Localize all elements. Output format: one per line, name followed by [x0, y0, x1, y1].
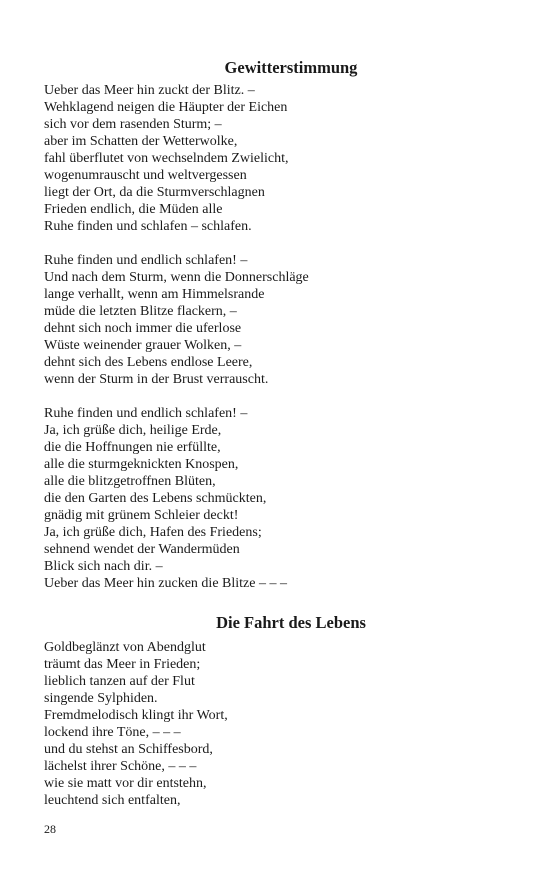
poem-1-stanza-1	[44, 82, 514, 235]
poem-line: lockend ihre Töne, – – –	[44, 725, 181, 740]
poem-line: sehnend wendet der Wandermüden	[44, 542, 240, 557]
poem-line: träumt das Meer in Frieden;	[44, 657, 201, 672]
poem-line: leuchtend sich entfalten,	[44, 793, 181, 808]
poem-line: Goldbeglänzt von Abendglut	[44, 640, 206, 655]
poem-line: Ruhe finden und endlich schlafen! –	[44, 406, 248, 421]
poem-line: müde die letzten Blitze flackern, –	[44, 304, 237, 319]
poem-line: liegt der Ort, da die Sturmverschlagnen	[44, 185, 265, 200]
poem-line: dehnt sich noch immer die uferlose	[44, 321, 242, 336]
poem-line: sich vor dem rasenden Sturm; –	[44, 117, 222, 132]
poem-line: Ueber das Meer hin zucken die Blitze – – –	[44, 576, 287, 591]
poem-line: die die Hoffnungen nie erfüllte,	[44, 440, 221, 455]
poem-line: Ueber das Meer hin zuckt der Blitz. –	[44, 83, 255, 98]
poem-line: Ja, ich grüße dich, Hafen des Friedens;	[44, 525, 262, 540]
poem-line: Ruhe finden und endlich schlafen! –	[44, 253, 248, 268]
poem-line: gnädig mit grünem Schleier deckt!	[44, 508, 239, 523]
poem-line: Ruhe finden und schlafen – schlafen.	[44, 219, 252, 234]
poem-line: Frieden endlich, die Müden alle	[44, 202, 223, 217]
poem-line: Wehklagend neigen die Häupter der Eichen	[44, 100, 288, 115]
poem-line: fahl überflutet von wechselndem Zwielicht,	[44, 151, 289, 166]
poem-line: aber im Schatten der Wetterwolke,	[44, 134, 238, 149]
poem-title-gewitterstimmung: Gewitterstimmung	[224, 58, 358, 77]
poem-1-stanza-2	[44, 252, 514, 388]
poem-line: alle die sturmgeknickten Knospen,	[44, 457, 239, 472]
poem-title-die-fahrt-des-lebens: Die Fahrt des Lebens	[216, 613, 366, 632]
poem-2-stanza-1	[44, 639, 514, 809]
poem-line: lieblich tanzen auf der Flut	[44, 674, 195, 689]
poem-line: lächelst ihrer Schöne, – – –	[44, 759, 197, 774]
poem-line: Wüste weinender grauer Wolken, –	[44, 338, 242, 353]
poem-line: singende Sylphiden.	[44, 691, 158, 706]
poem-line: Fremdmelodisch klingt ihr Wort,	[44, 708, 228, 723]
page-content	[44, 58, 514, 809]
poem-line: wenn der Sturm in der Brust verrauscht.	[44, 372, 269, 387]
poem-line: die den Garten des Lebens schmückten,	[44, 491, 267, 506]
poem-line: wogenumrauscht und weltvergessen	[44, 168, 247, 183]
poem-line: Und nach dem Sturm, wenn die Donnerschläge	[44, 270, 309, 285]
poem-line: und du stehst an Schiffesbord,	[44, 742, 213, 757]
poem-line: Ja, ich grüße dich, heilige Erde,	[44, 423, 222, 438]
poem-line: Blick sich nach dir. –	[44, 559, 163, 574]
poem-line: wie sie matt vor dir entstehn,	[44, 776, 207, 791]
poem-line: dehnt sich des Lebens endlose Leere,	[44, 355, 253, 370]
page-number: 28	[44, 822, 56, 836]
poem-line: lange verhallt, wenn am Himmelsrande	[44, 287, 265, 302]
poem-line: alle die blitzgetroffnen Blüten,	[44, 474, 216, 489]
poem-1-stanza-3	[44, 405, 514, 592]
